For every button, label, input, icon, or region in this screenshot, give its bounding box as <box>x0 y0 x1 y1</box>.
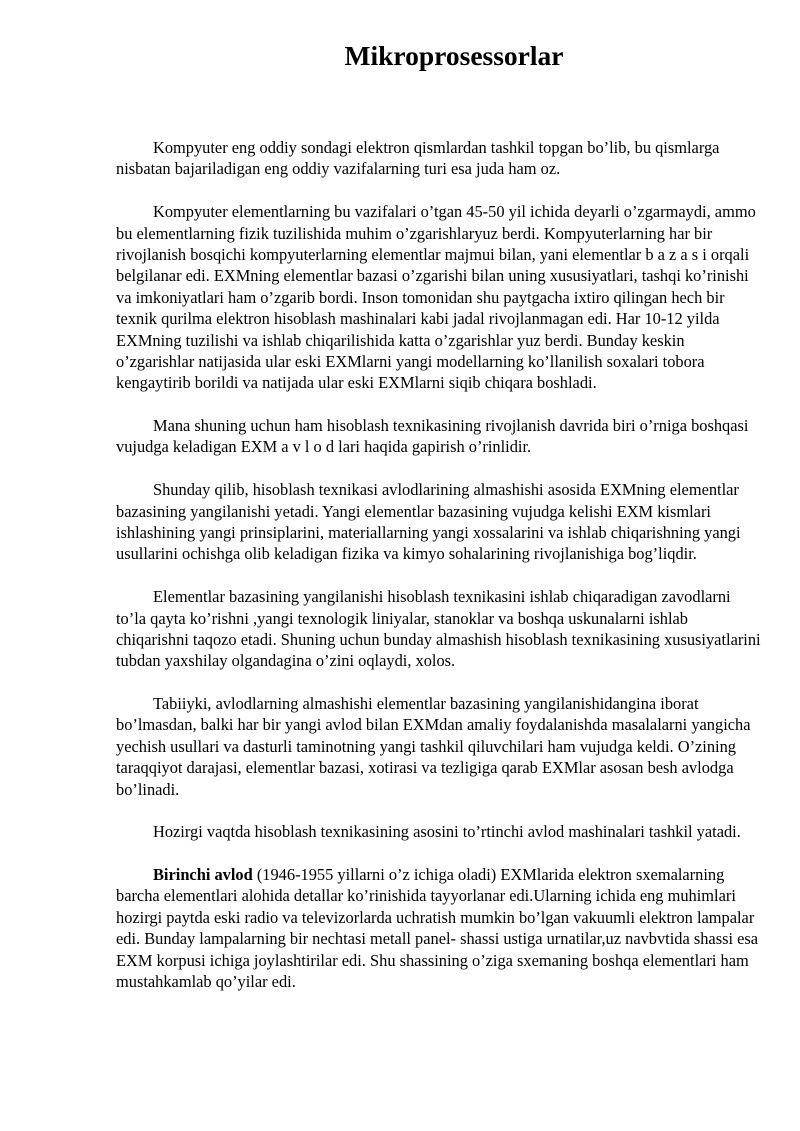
document-title: Mikroprosessorlar <box>344 40 564 71</box>
document-page <box>116 36 764 1014</box>
paragraph-8-text: (1946-1955 yillarni o’z ichiga oladi) EXMlarida elektron sxemalarning barcha elementlari alohida detallar ko’rinishida tayyorlanar edi.Ularning ichida eng muhimlari hozirgi paytda eski radio va televizorlarda uchratish mumkin bo’lgan vakuumli elektron lampalar edi. Bunday lampalarning bir nechtasi metall panel- shassi ustiga urnatilar,uz navbvtida shassi esa EXM korpusi ichiga joylashtirilar edi. Shu shassining o’ziga sxemaning boshqa elementlari ham mustahkamlab qo’yilar edi. <box>116 865 759 992</box>
paragraph-3: Mana shuning uchun ham hisoblash texnikasining rivojlanish davrida biri o’rniga boshqasi vujudga keladigan EXM a v l o d lari haqida gapirish o’rinlidir. <box>116 416 749 457</box>
paragraph-1: Kompyuter eng oddiy sondagi elektron qismlardan tashkil topgan bo’lib, bu qismlarga nisbatan bajariladigan eng oddiy vazifalarning turi esa juda ham oz. <box>116 138 720 179</box>
paragraph-5: Elementlar bazasining yangilanishi hisoblash texnikasini ishlab chiqaradigan zavodlarni to’la qayta ko’rishni ,yangi texnologik liniyalar, stanoklar va boshqa uskunalarni ishlab chiqarishni taqozo etadi. Shuning uchun bunday almashish hisoblash texnikasining xususiyatlarini tubdan yaxshilay olgandagina o’zini oqlaydi, xolos. <box>116 587 761 671</box>
paragraph-8 <box>116 864 764 992</box>
paragraph-7: Hozirgi vaqtda hisoblash texnikasining asosini to’rtinchi avlod mashinalari tashkil yatadi. <box>153 822 741 842</box>
paragraph-8-bold-lead: Birinchi avlod <box>153 865 253 885</box>
paragraph-4: Shunday qilib, hisoblash texnikasi avlodlarining almashishi asosida EXMning elementlar bazasining yangilanishi yetadi. Yangi elementlar bazasining vujudga kelishi EXM kismlari ishlashining yangi prinsiplarini, materiallarning yangi xossalarini va ishlab chiqarishning yangi usullarini ochishga olib keladigan fizika va kimyo sohalarining rivojlanishiga bog’liqdir. <box>116 480 741 564</box>
paragraph-2: Kompyuter elementlarning bu vazifalari o’tgan 45-50 yil ichida deyarli o’zgarmaydi, ammo bu elementlarning fizik tuzilishida muhim o’zgarishlaryuz berdi. Kompyuterlarning har bir rivojlanish bosqichi kompyuterlarning elementlar majmui bilan, yani elementlar b a z a s i orqali belgilanar edi. EXMning elementlar bazasi o’zgarishi bilan uning xususiyatlari, tashqi ko’rinishi va imkoniyatlari ham o’zgarib bordi. Inson tomonidan shu paytgacha ixtiro qilingan hech bir texnik qurilma elektron hisoblash mashinalari kabi jadal rivojlanmagan edi. Har 10-12 yilda EXMning tuzilishi va ishlab chiqarilishida katta o’zgarishlar yuz berdi. Bunday keskin o’zgarishlar natijasida ular eski EXMlarni yangi modellarning ko’llanilish soxalari tobora kengaytirib borildi va natijada ular eski EXMlarni siqib chiqara boshladi. <box>116 202 756 393</box>
paragraph-6: Tabiiyki, avlodlarning almashishi elementlar bazasining yangilanishidangina iborat bo’lmasdan, balki har bir yangi avlod bilan EXMdan amaliy foydalanishda masalalarni yangicha yechish usullari va dasturli taminotning yangi tashkil qiluvchilari ham vujudga keldi. O’zining taraqqiyot darajasi, elementlar bazasi, xotirasi va tezligiga qarab EXMlar asosan besh avlodga bo’linadi. <box>116 694 751 799</box>
